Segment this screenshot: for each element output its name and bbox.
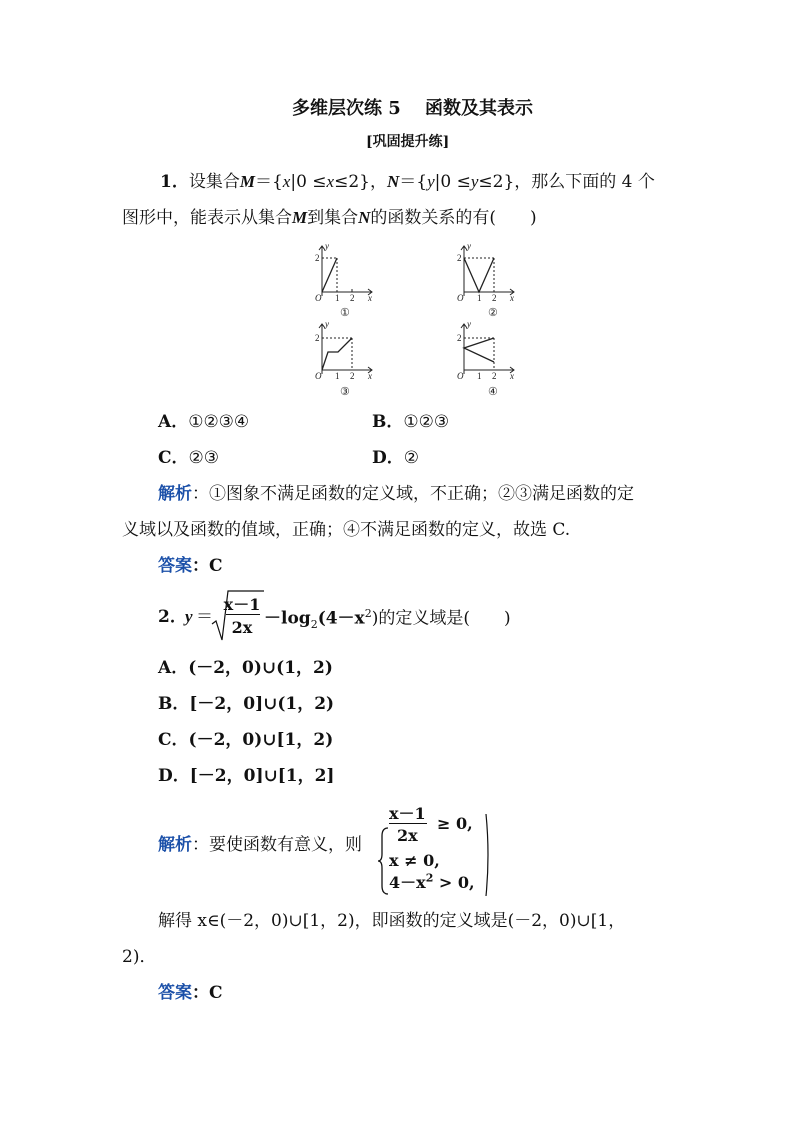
fig1-y-label: y bbox=[325, 241, 329, 251]
q2-sys-row3 bbox=[389, 870, 475, 893]
q2-number: 2． bbox=[158, 607, 187, 627]
q2-analysis bbox=[158, 835, 362, 855]
q1-var-x2: x bbox=[326, 172, 335, 191]
q1-set-n: N bbox=[386, 172, 400, 191]
fig2-tick-x1: 1 bbox=[477, 293, 482, 303]
q1-var-y: y bbox=[427, 172, 435, 191]
q1-var-y2: y bbox=[470, 172, 479, 191]
fig4-origin: O bbox=[457, 371, 464, 381]
q1-text-f: |0 ≤ bbox=[434, 172, 471, 192]
q1-option-a-label: A． bbox=[158, 412, 189, 432]
q1-option-c-label: C． bbox=[158, 448, 189, 468]
q1-set-n2: N bbox=[358, 208, 371, 227]
q1-line2-a: 图形中，能表示从集合 bbox=[122, 208, 292, 228]
fig4-tick-x2: 2 bbox=[492, 371, 497, 381]
q1-line2-b: 到集合 bbox=[307, 208, 359, 228]
q1-analysis-label: 解析 bbox=[158, 484, 192, 504]
q1-text-a: 设集合 bbox=[188, 172, 240, 192]
q1-option-b bbox=[372, 412, 449, 432]
fig3-x-label: x bbox=[368, 371, 372, 381]
q1-text-e: ＝{ bbox=[399, 172, 428, 192]
q1-option-a bbox=[158, 412, 249, 432]
fig3-tick-x1: 1 bbox=[335, 371, 340, 381]
fig3-origin: O bbox=[315, 371, 322, 381]
q2-log-base: 2 bbox=[310, 618, 318, 632]
fig2-x-label: x bbox=[510, 293, 514, 303]
q2-log-arg: (4－x bbox=[317, 608, 365, 629]
q1-line2-c: 的函数关系的有( ) bbox=[370, 208, 537, 228]
q2-sys-numerator: x－1 bbox=[389, 804, 426, 823]
fig4-x-label: x bbox=[510, 371, 514, 381]
q1-answer-label: 答案 bbox=[158, 556, 192, 576]
q2-sys-row2: x ≠ 0, bbox=[389, 851, 440, 870]
q1-option-d-text: ② bbox=[403, 448, 419, 468]
fig2-origin: O bbox=[457, 293, 464, 303]
q1-analysis-line1 bbox=[158, 484, 634, 504]
graph-3 bbox=[310, 318, 380, 398]
q2-tail: )的定义域是( ) bbox=[371, 608, 511, 629]
fig1-x-label: x bbox=[368, 293, 372, 303]
q2-solve-line2: 2)． bbox=[122, 947, 157, 967]
q2-solve-line1: 解得 x∈(－2，0)∪[1，2)，即函数的定义域是(－2，0)∪[1， bbox=[158, 911, 626, 931]
fig2-tick-x2: 2 bbox=[492, 293, 497, 303]
fig1-tick-y2: 2 bbox=[315, 253, 320, 263]
q2-analysis-text: ：要使函数有意义，则 bbox=[192, 835, 362, 855]
q2-option-c: C．(－2，0)∪[1，2) bbox=[158, 730, 334, 750]
q2-answer-label: 答案 bbox=[158, 983, 192, 1003]
section-tag: [巩固提升练] bbox=[366, 134, 450, 150]
q2-frac-bar bbox=[226, 614, 260, 615]
q2-sys-denominator: 2x bbox=[397, 826, 418, 845]
q2-analysis-label: 解析 bbox=[158, 835, 192, 855]
q2-answer-value: ：C bbox=[192, 983, 223, 1003]
q2-option-a: A．(－2，0)∪(1，2) bbox=[158, 658, 333, 678]
q2-y: y bbox=[185, 607, 193, 626]
q1-analysis-text1: ：①图象不满足函数的定义域，不正确；②③满足函数的定 bbox=[192, 484, 634, 504]
q1-set-m2: M bbox=[292, 208, 308, 227]
q2-sys-row3-b: > 0, bbox=[433, 873, 475, 892]
q2-expression-tail bbox=[264, 607, 511, 631]
fig2-caption: ② bbox=[488, 307, 498, 318]
fig4-y-label: y bbox=[467, 319, 471, 329]
fig4-tick-y2: 2 bbox=[457, 333, 462, 343]
fig2-y-label: y bbox=[467, 241, 471, 251]
q1-text-b: ＝{ bbox=[254, 172, 283, 192]
fig3-caption: ③ bbox=[340, 386, 350, 398]
fig2-tick-y2: 2 bbox=[457, 253, 462, 263]
q1-line2 bbox=[122, 208, 537, 228]
q2-sys-frac-bar bbox=[389, 823, 427, 824]
q1-text-g: ≤2}，那么下面的 4 个 bbox=[478, 172, 655, 192]
q1-set-m: M bbox=[239, 172, 255, 191]
q1-option-b-text: ①②③ bbox=[403, 412, 450, 432]
q2-sys-row3-a: 4－x bbox=[389, 873, 426, 892]
q1-option-d bbox=[372, 448, 419, 468]
q1-answer-value: ：C bbox=[192, 556, 223, 576]
q2-option-d: D．[－2，0]∪[1，2] bbox=[158, 766, 335, 786]
q1-line1 bbox=[160, 172, 655, 192]
q2-right-bar bbox=[484, 812, 492, 898]
q1-option-a-text: ①②③④ bbox=[188, 412, 250, 432]
graph-1 bbox=[310, 240, 380, 318]
fig1-origin: O bbox=[315, 293, 322, 303]
fig3-tick-y2: 2 bbox=[315, 333, 320, 343]
q1-number: 1． bbox=[160, 172, 189, 192]
q1-option-c bbox=[158, 448, 219, 468]
fig4-tick-x1: 1 bbox=[477, 371, 482, 381]
q2-frac-numerator: x－1 bbox=[223, 595, 261, 614]
q2-option-b: B．[－2，0]∪(1，2) bbox=[158, 694, 335, 714]
q1-text-d: ≤2}， bbox=[334, 172, 387, 192]
fig3-tick-x2: 2 bbox=[350, 371, 355, 381]
fig4-caption: ④ bbox=[488, 386, 498, 398]
graph-4 bbox=[452, 318, 522, 398]
q1-analysis-line2: 义域以及函数的值域，正确；④不满足函数的定义，故选 C. bbox=[122, 520, 571, 540]
fig3-y-label: y bbox=[325, 319, 329, 329]
q2-log: －log bbox=[264, 608, 311, 629]
q2-frac-denominator: 2x bbox=[231, 618, 253, 637]
q2-sys-row3-exp: 2 bbox=[425, 871, 434, 885]
fig1-caption: ① bbox=[340, 307, 350, 318]
q2-answer bbox=[158, 983, 223, 1003]
fig1-tick-x1: 1 bbox=[335, 293, 340, 303]
q2-eq: ＝ bbox=[196, 607, 213, 627]
q1-answer bbox=[158, 556, 223, 576]
q1-text-c: |0 ≤ bbox=[290, 172, 327, 192]
fig1-tick-x2: 2 bbox=[350, 293, 355, 303]
q2-log-exp: 2 bbox=[364, 607, 372, 620]
q1-option-b-label: B． bbox=[372, 412, 404, 432]
q2-sys-row1: ≥ 0, bbox=[437, 814, 473, 833]
q1-var-x: x bbox=[282, 172, 291, 191]
q1-option-c-text: ②③ bbox=[188, 448, 220, 468]
page-title: 多维层次练 5 函数及其表示 bbox=[292, 98, 534, 119]
graph-2 bbox=[452, 240, 522, 318]
q1-option-d-label: D． bbox=[372, 448, 404, 468]
